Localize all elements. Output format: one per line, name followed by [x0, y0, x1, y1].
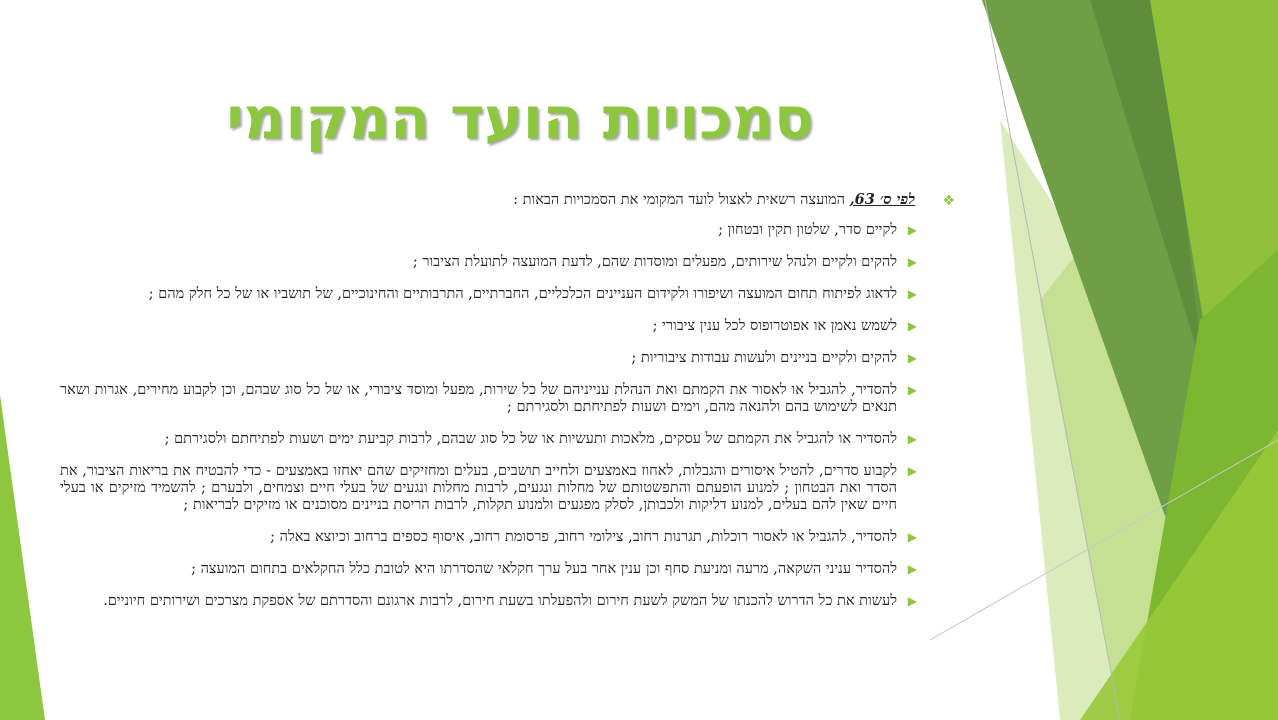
list-item	[60, 463, 955, 514]
powers-list	[60, 222, 955, 610]
list-item-text: להקים ולקיים ולנהל שירותים, מפעלים ומוסדות שהם, לדעת המועצה לתועלת הציבור ;	[412, 254, 897, 270]
triangle-bullet-icon: ▶	[907, 351, 917, 365]
left-green-facet	[0, 395, 45, 720]
triangle-bullet-icon: ▶	[907, 594, 917, 608]
list-item-text: להקים ולקיים בניינים ולעשות עבודות ציבוריות ;	[631, 350, 897, 366]
triangle-bullet-icon: ▶	[907, 464, 917, 478]
triangle-bullet-icon: ▶	[907, 383, 917, 397]
triangle-bullet-icon: ▶	[907, 432, 917, 446]
triangle-bullet-icon: ▶	[907, 562, 917, 576]
list-item-text: לקבוע סדרים, להטיל איסורים והגבלות, לאחוז באמצעים ולחייב תושבים, בעלים ומחזיקים שהם יאחזו באמצעים - כדי להבטיח את בריאות הציבור, את הסדר ואת הבטחון ; למנוע הופעתם והתפשטותם של מחלות ונגעים, לרבות מחלות ונגעים של בעלי חיים וצמחים, ולבערם ; להשמיד מזיקים או בעלי חיים שאין להם בעלים, למנוע דליקות ולכבותן, לסלק מפגעים ולמנוע תקלות, לרבות הריסת בניינים מסוכנים או מזיקים לבריאות ;	[60, 463, 897, 513]
list-item	[60, 222, 955, 239]
list-item	[60, 382, 955, 416]
section-reference: לפי ס׳ 63,	[849, 191, 915, 208]
slide-content	[60, 190, 955, 625]
four-diamond-bullet-icon: ❖	[942, 193, 955, 209]
list-item	[60, 561, 955, 578]
list-item-text: להסדיר עניני השקאה, מרעה ומניעת סחף וכן ענין אחר בעל ערך חקלאי שהסדרתו היא לטובת כלל החקלאים בתחום המועצה ;	[191, 561, 897, 577]
list-item	[60, 593, 955, 610]
list-item-text: להסדיר או להגביל את הקמתם של עסקים, מלאכות ותעשיות או של כל סוג שבהם, לרבות קביעת ימים ושעות לפתיחתם ולסגירתם ;	[164, 431, 897, 447]
triangle-bullet-icon: ▶	[907, 319, 917, 333]
list-item-text: להסדיר, להגביל או לאסור רוכלות, תגרנות רחוב, צילומי רחוב, פרסומת רחוב, איסוף כספים ברחוב וכיוצא באלה ;	[270, 529, 897, 545]
list-item-text: לשמש נאמן או אפוטרופוס לכל ענין ציבורי ;	[652, 318, 897, 334]
list-item	[60, 529, 955, 546]
slide-title: סמכויות הועד המקומי	[226, 84, 814, 152]
list-item-text: לקיים סדר, שלטון תקין ובטחון ;	[718, 222, 897, 238]
list-item	[60, 286, 955, 303]
triangle-bullet-icon: ▶	[907, 287, 917, 301]
list-item	[60, 431, 955, 448]
list-item-text: לעשות את כל הדרוש להכנתו של המשק לשעת חירום ולהפעלתו בשעת חירום, לרבות ארגונם והסדרתם של אספקת מצרכים ושירותים חיוניים.	[103, 593, 897, 609]
intro-text: המועצה רשאית לאצול לועד המקומי את הסמכויות הבאות :	[513, 192, 850, 208]
list-item-text: להסדיר, להגביל או לאסור את הקמתם ואת הנהלת ענייניהם של כל שירות, מפעל ומוסד ציבורי, או של כל סוג שבהם, וכן לקבוע מחירים, אגרות ושאר תנאים לשימוש בהם ולהנאה מהם, וימים ושעות לפתיחתם ולסגירתם ;	[60, 382, 897, 415]
list-item	[60, 350, 955, 367]
list-item-text: לדאוג לפיתוח תחום המועצה ושיפורו ולקידום העניינים הכלכליים, החברתיים, התרבותיים והחינוכיים, של תושביו או של כל חלק מהם ;	[148, 286, 897, 302]
triangle-bullet-icon: ▶	[907, 530, 917, 544]
list-item	[60, 254, 955, 271]
list-item	[60, 318, 955, 335]
triangle-bullet-icon: ▶	[907, 255, 917, 269]
triangle-bullet-icon: ▶	[907, 223, 917, 237]
intro-paragraph	[60, 190, 955, 210]
